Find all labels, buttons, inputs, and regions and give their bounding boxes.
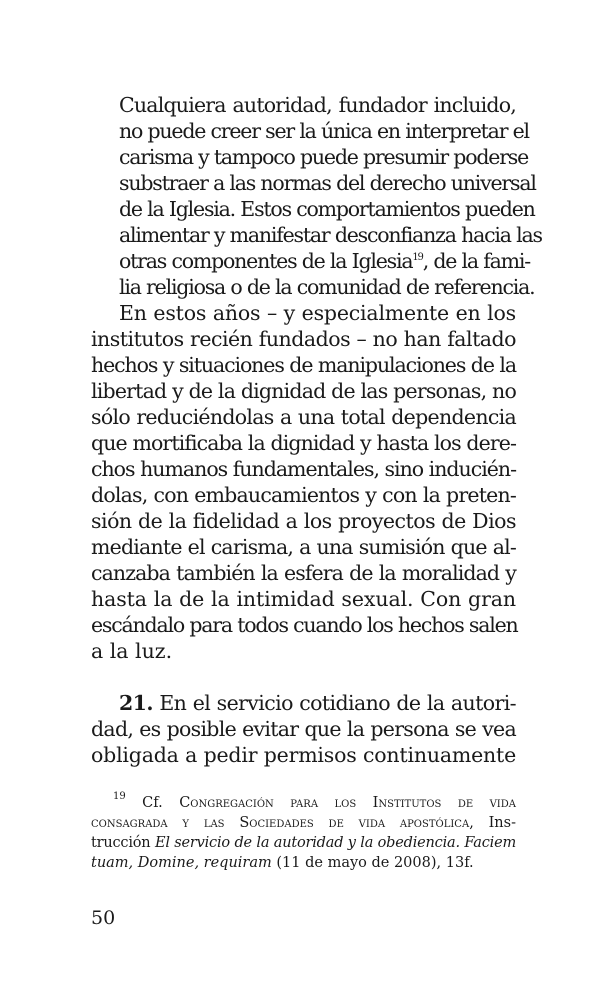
text-line: libertad y de la dignidad de las personas, no bbox=[91, 379, 517, 403]
text-line: lia religiosa o de la comunidad de referencia. bbox=[119, 275, 535, 299]
footnote-line bbox=[91, 853, 516, 873]
text-line bbox=[91, 690, 516, 716]
text-segment: consagrada y las Sociedades de vida apostólica bbox=[91, 815, 470, 831]
text-segment: , de la fami- bbox=[422, 249, 530, 273]
text-line: substraer a las normas del derecho universal bbox=[119, 171, 536, 195]
footnote-line bbox=[91, 793, 516, 813]
paragraph-3 bbox=[91, 690, 516, 768]
footnote bbox=[91, 793, 516, 873]
text-line: mediante el carisma, a una sumisión que al- bbox=[91, 535, 516, 559]
footnote-line bbox=[91, 813, 516, 833]
text-segment: (11 de mayo de 2008), 13f. bbox=[271, 855, 474, 871]
text-line: que mortificaba la dignidad y hasta los dere- bbox=[91, 431, 516, 455]
text-line: dad, es posible evitar que la persona se vea bbox=[91, 717, 516, 741]
main-text bbox=[91, 92, 542, 768]
text-segment: El servicio de la autoridad y la obediencia. Faciem bbox=[154, 835, 517, 851]
paragraph-2 bbox=[91, 300, 516, 664]
section-number: 21. bbox=[119, 691, 153, 715]
text-line: institutos recién fundados – no han faltado bbox=[91, 327, 516, 351]
text-line: escándalo para todos cuando los hechos salen bbox=[91, 613, 518, 637]
page-number: 50 bbox=[91, 907, 116, 929]
text-line: En estos años – y especialmente en los bbox=[119, 301, 516, 325]
text-line: sólo reduciéndolas a una total dependencia bbox=[91, 405, 516, 429]
text-line: dolas, con embaucamientos y con la preten- bbox=[91, 483, 516, 507]
text-line: no puede creer ser la única en interpretar el bbox=[119, 119, 529, 143]
text-segment: Cf. bbox=[125, 795, 180, 811]
text-line: hechos y situaciones de manipulaciones de la bbox=[91, 353, 516, 377]
text-line: hasta la de la intimidad sexual. Con gran bbox=[91, 587, 516, 611]
footnote-line bbox=[91, 833, 516, 853]
text-line: chos humanos fundamentales, sino inducién- bbox=[91, 457, 517, 481]
text-line bbox=[91, 248, 530, 274]
text-line: alimentar y manifestar desconfianza hacia las bbox=[119, 223, 542, 247]
text-segment: En el servicio cotidiano de la autori- bbox=[152, 691, 516, 715]
text-segment: trucción bbox=[91, 835, 155, 851]
text-segment: otras componentes de la Iglesia bbox=[119, 249, 413, 273]
text-line: de la Iglesia. Estos comportamientos pueden bbox=[119, 197, 535, 221]
text-segment: tuam, Domine, requiram bbox=[91, 855, 272, 871]
text-segment: , Ins- bbox=[469, 815, 516, 831]
text-line: carisma y tampoco puede presumir poderse bbox=[119, 145, 529, 169]
text-line: canzaba también la esfera de la moralidad y bbox=[91, 561, 516, 585]
footnote-reference: 19 bbox=[412, 252, 423, 263]
text-line: Cualquiera autoridad, fundador incluido, bbox=[119, 93, 516, 117]
footnote-marker: 19 bbox=[113, 791, 126, 802]
text-line: a la luz. bbox=[91, 639, 173, 663]
text-line: sión de la fidelidad a los proyectos de Dios bbox=[91, 509, 516, 533]
text-segment: Congregación para los Institutos de vida bbox=[179, 795, 516, 811]
paragraph-1 bbox=[91, 92, 542, 300]
text-line: obligada a pedir permisos continuamente bbox=[91, 743, 516, 767]
